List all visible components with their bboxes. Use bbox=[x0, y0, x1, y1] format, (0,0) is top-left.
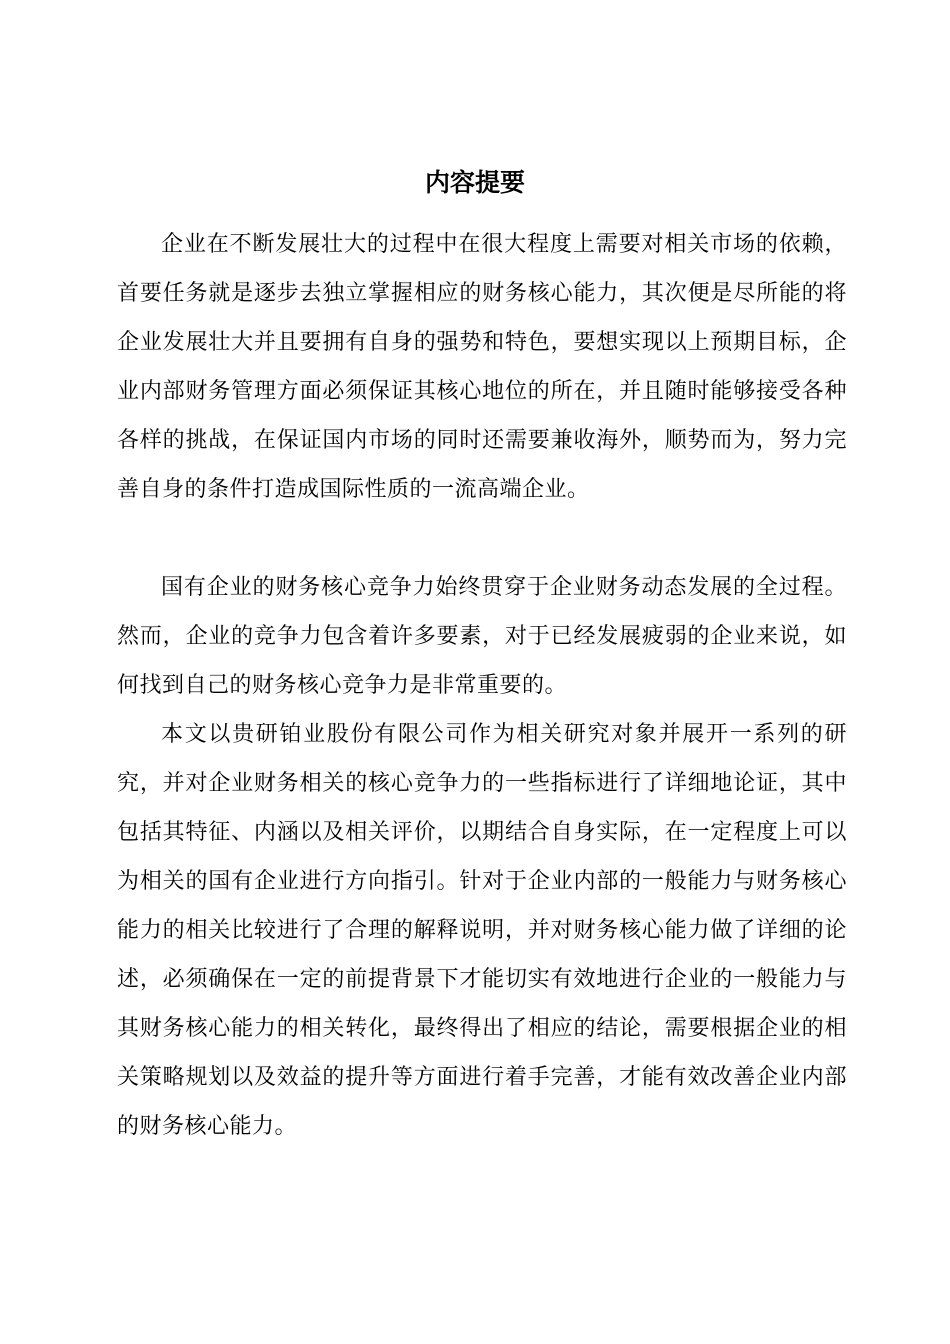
page-title: 内容提要 bbox=[424, 168, 525, 197]
paragraph-2: 国有企业的财务核心竞争力始终贯穿于企业财务动态发展的全过程。然而，企业的竞争力包含着许多要素，对于已经发展疲弱的企业来说，如何找到自己的财务核心竞争力是非常重要的。 bbox=[117, 575, 847, 698]
paragraph-1: 企业在不断发展壮大的过程中在很大程度上需要对相关市场的依赖，首要任务就是逐步去独立掌握相应的财务核心能力，其次便是尽所能的将企业发展壮大并且要拥有自身的强势和特色，要想实现以上预期目标，企业内部财务管理方面必须保证其核心地位的所在，并且随时能够接受各种各样的挑战，在保证国内市场的同时还需要兼收海外，顺势而为，努力完善自身的条件打造成国际性质的一流高端企业。 bbox=[117, 232, 847, 502]
paragraph-3: 本文以贵研铂业股份有限公司作为相关研究对象并展开一系列的研究，并对企业财务相关的核心竞争力的一些指标进行了详细地论证，其中包括其特征、内涵以及相关评价，以期结合自身实际，在一定程度上可以为相关的国有企业进行方向指引。针对于企业内部的一般能力与财务核心能力的相关比较进行了合理的解释说明，并对财务核心能力做了详细的论述，必须确保在一定的前提背景下才能切实有效地进行企业的一般能力与其财务核心能力的相关转化，最终得出了相应的结论，需要根据企业的相关策略规划以及效益的提升等方面进行着手完善，才能有效改善企业内部的财务核心能力。 bbox=[117, 722, 847, 1139]
abstract-body bbox=[117, 220, 847, 1151]
